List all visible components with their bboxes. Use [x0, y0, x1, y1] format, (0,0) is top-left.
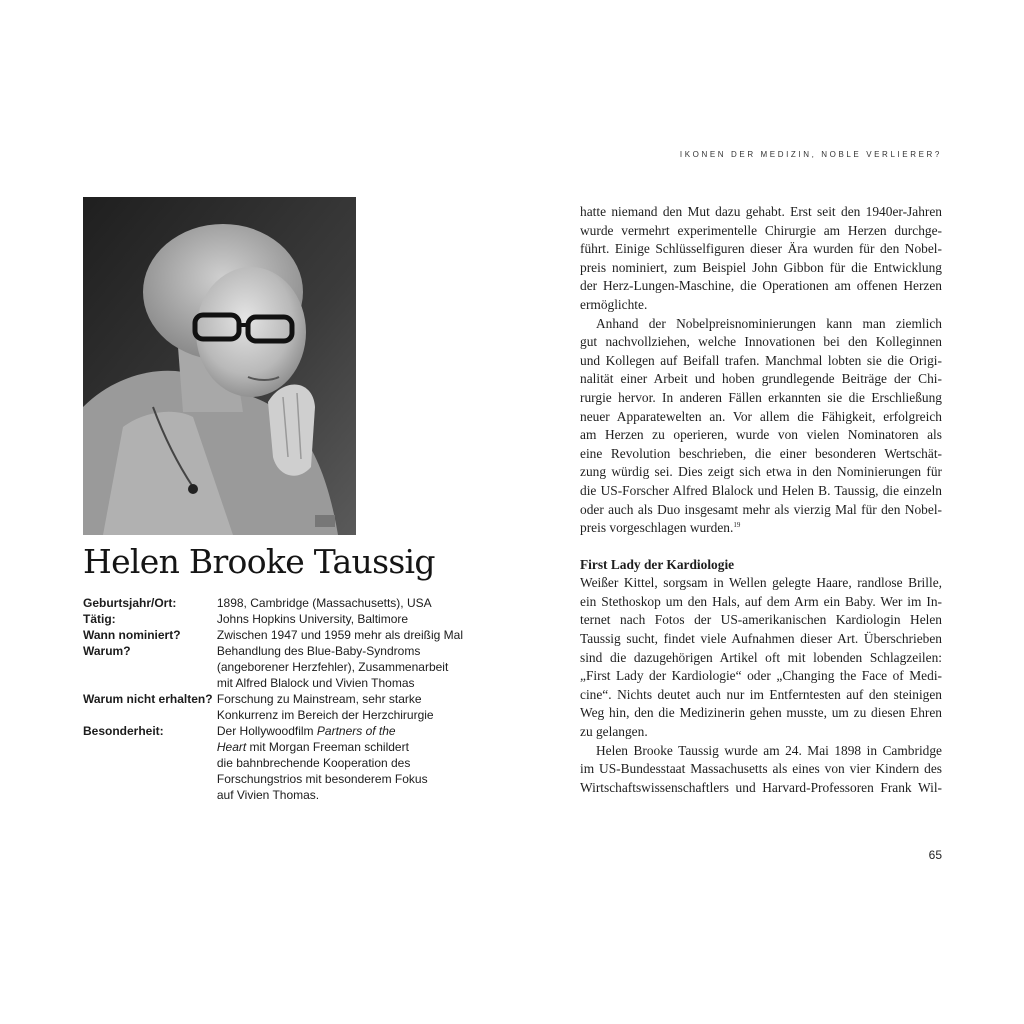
fact-value [217, 691, 463, 723]
fact-value [217, 643, 463, 691]
text-line: zung würdig sei. Dies zeigt sich etwa in den Nominierungen für [580, 464, 942, 480]
fact-value-line: die bahnbrechende Kooperation des [216, 756, 411, 770]
fact-value-line [217, 723, 463, 739]
text-line: neuer Apparatewelten an. Vor allem die Fähigkeit, erfolgreich [580, 408, 942, 424]
subheading: First Lady der Kardiologie [580, 556, 735, 572]
text-line: Anhand der Nobelpreisnominierungen kann man ziemlich [596, 315, 942, 331]
fact-value-line: Konkurrenz im Bereich der Herzchirurgie [216, 708, 434, 722]
fact-label: Warum? [83, 644, 131, 658]
fact-row [83, 611, 463, 627]
profile-facts-table [83, 595, 463, 803]
fact-value-line: auf Vivien Thomas. [216, 788, 320, 802]
fact-value [217, 611, 463, 627]
fact-text: Der Hollywoodfilm [216, 724, 317, 738]
profile-name: Helen Brooke Taussig [83, 542, 435, 581]
paragraph [580, 742, 942, 798]
text-line: Weißer Kittel, sorgsam in Wellen gelegte Haare, randlose Brille, [580, 575, 942, 591]
text-line: gut nachvollziehen, welche Innovationen bei den Kolleginnen [580, 334, 942, 350]
film-title: Heart [216, 740, 247, 754]
text-line-content: preis vorgeschlagen wurden. [580, 520, 734, 536]
running-head: IKONEN DER MEDIZIN, NOBLE VERLIERER? [679, 150, 942, 159]
text-line: ternet nach Fotos der US-amerikanischen Kardiologin Helen [580, 612, 942, 628]
fact-label: Tätig: [83, 612, 116, 626]
text-line: am Herzen zu operieren, wurde von vielen Nominatoren als [580, 427, 942, 443]
text-line: der Herz-Lungen-Maschine, die Operationen am offenen Herzen [580, 278, 942, 294]
page-number: 65 [928, 848, 942, 862]
fact-label: Wann nominiert? [83, 628, 181, 642]
text-line: oder auch als Duo insgesamt mehr als vierzig Mal für den Nobel- [580, 501, 942, 517]
fact-value [217, 627, 463, 643]
text-line [580, 519, 942, 538]
text-line: sind die dazugehörigen Artikel oft mit lobenden Schlagzeilen: [580, 649, 942, 665]
fact-value [217, 595, 463, 611]
text-line: cine“. Nichts deutet auch nur im Entferntesten auf den steinigen [580, 686, 942, 702]
footnote-ref: 19 [733, 521, 741, 530]
fact-value [217, 723, 463, 803]
text-line: Wirtschaftswissenschaftlers und Harvard-Professoren Frank Wil- [580, 779, 942, 795]
body-text [580, 203, 942, 797]
text-line: eine Revolution beschrieben, die einer besonderen Wertschät- [580, 445, 942, 461]
fact-value-line [217, 739, 463, 755]
text-line: nalität einer Arbeit und hoben grundlegende Beiträge der Chi- [580, 371, 942, 387]
fact-value-line: mit Alfred Blalock und Vivien Thomas [216, 676, 415, 690]
fact-label: Besonderheit: [83, 724, 164, 738]
fact-row [83, 627, 463, 643]
text-line: „First Lady der Kardiologie“ oder „Changing the Face of Medi- [580, 668, 942, 684]
fact-value-line: Zwischen 1947 und 1959 mehr als dreißig Mal [216, 628, 463, 642]
fact-value-line: Forschung zu Mainstream, sehr starke [216, 692, 422, 706]
paragraph [580, 315, 942, 538]
fact-value-line: Behandlung des Blue-Baby-Syndroms [216, 644, 421, 658]
fact-text: mit Morgan Freeman schildert [246, 740, 409, 754]
text-line: ein Stethoskop um den Hals, auf dem Arm ein Baby. Wer im In- [580, 593, 942, 609]
text-line: Taussig sucht, findet viele Aufnahmen dieser Art. Überschrieben [580, 631, 942, 647]
text-line: Helen Brooke Taussig wurde am 24. Mai 1898 in Cambridge [596, 742, 942, 758]
text-line: wurde vermehrt experimentelle Chirurgie am Herzen durchge- [580, 222, 942, 238]
text-line: führt. Einige Schlüsselfiguren dieser Ära wurden für den Nobel- [580, 241, 942, 257]
fact-value-line: 1898, Cambridge (Massachusetts), USA [216, 596, 432, 610]
fact-row [83, 691, 463, 723]
fact-row [83, 723, 463, 803]
portrait-photo [83, 197, 356, 535]
paragraph [580, 203, 942, 315]
text-line: zu gelangen. [580, 724, 648, 740]
fact-label: Geburtsjahr/Ort: [83, 596, 177, 610]
fact-label: Warum nicht erhalten? [83, 692, 213, 706]
text-line: im US-Bundesstaat Massachusetts als eines von vier Kindern des [580, 761, 942, 777]
text-line: hatte niemand den Mut dazu gehabt. Erst seit den 1940er-Jahren [580, 204, 942, 219]
text-line: rurgie hervor. In anderen Fällen erkannten sie die Erschließung [580, 389, 942, 405]
film-title: Partners of the [316, 724, 396, 738]
fact-row [83, 595, 463, 611]
text-line: Weg hin, den die Medizinerin gehen musste, um zu diesen Ehren [580, 705, 942, 721]
fact-value-line: Forschungstrios mit besonderem Fokus [216, 772, 428, 786]
text-line: und Kollegen auf Beifall trafen. Manchmal lobten sie die Origi- [580, 352, 942, 368]
text-line: ermöglichte. [580, 296, 648, 312]
fact-value-line: Johns Hopkins University, Baltimore [216, 612, 409, 626]
fact-value-line: (angeborener Herzfehler), Zusammenarbeit [216, 660, 449, 674]
text-line: preis nominiert, zum Beispiel John Gibbon für die Entwicklung [580, 259, 942, 275]
fact-row [83, 643, 463, 691]
paragraph [580, 574, 942, 741]
text-line: die US-Forscher Alfred Blalock und Helen B. Taussig, die einzeln [580, 482, 942, 498]
